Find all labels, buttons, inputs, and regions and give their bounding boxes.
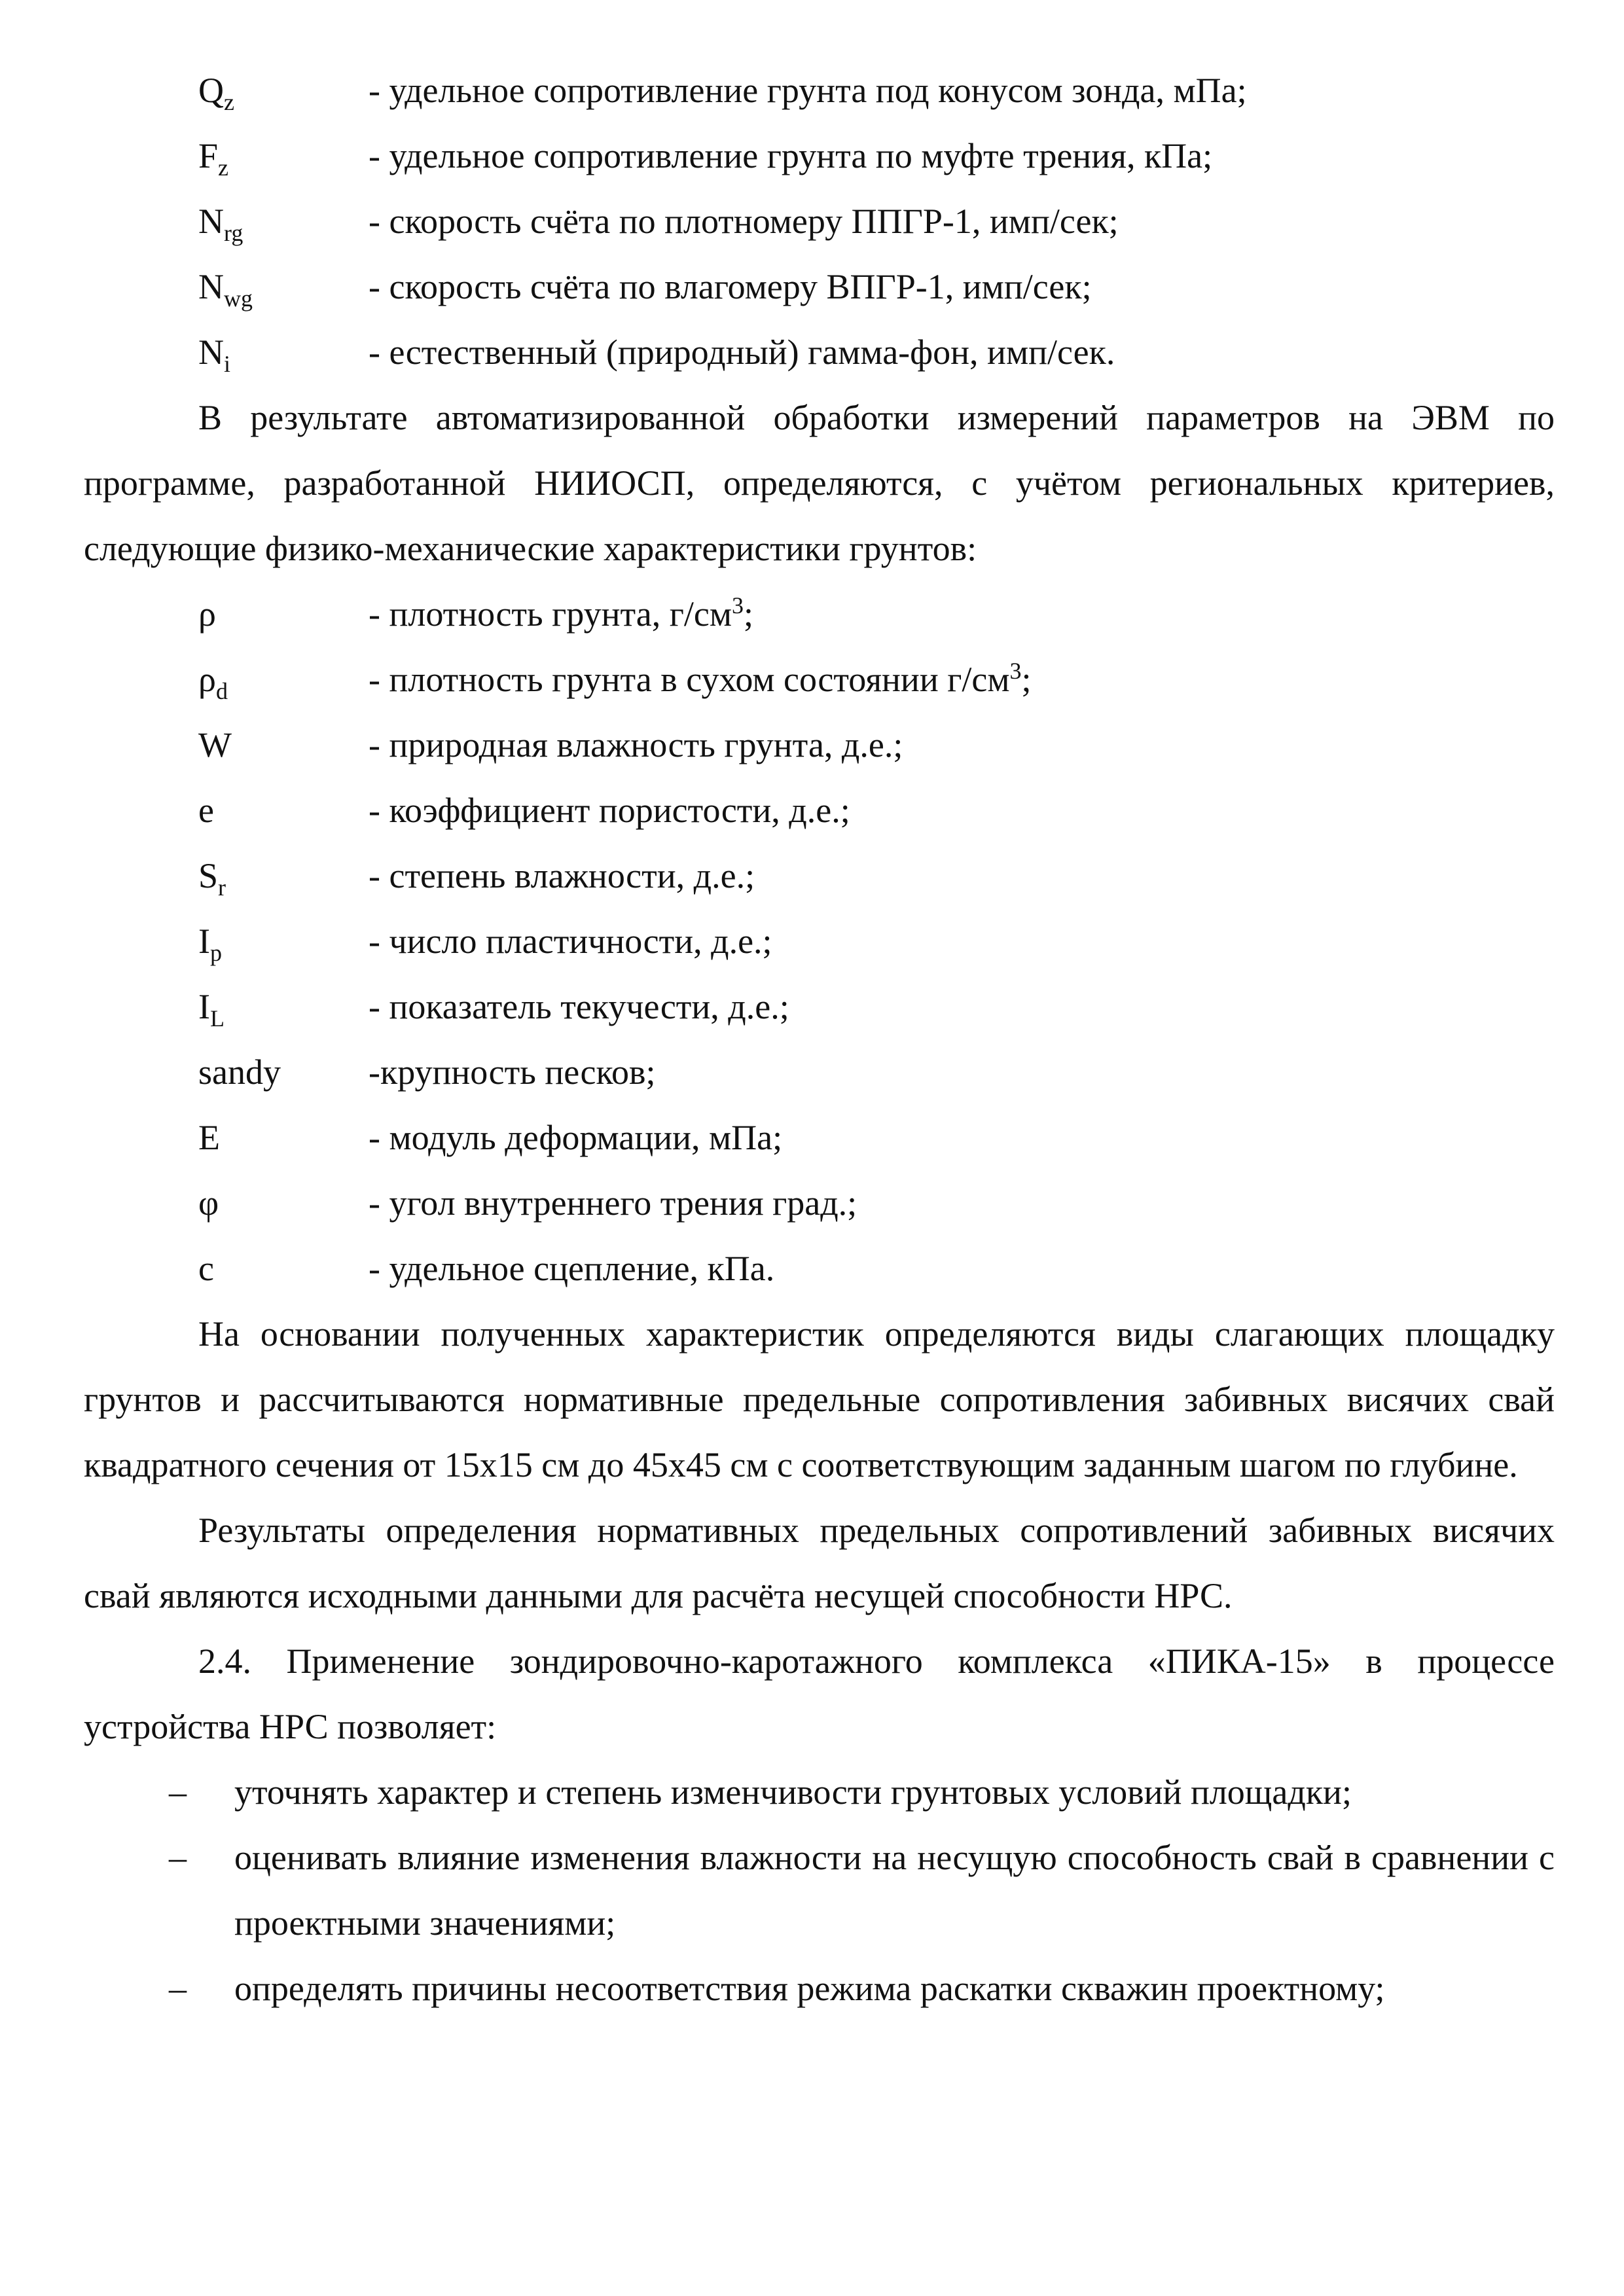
symbol-subscript: wg: [224, 285, 253, 312]
definition-description: [369, 319, 1555, 385]
symbol-letter: S: [198, 856, 219, 895]
definition-symbol: [198, 778, 369, 843]
symbol-letter: I: [198, 922, 210, 961]
symbol-subscript: d: [215, 677, 228, 704]
description-tail: ;: [1021, 660, 1032, 699]
symbol-subscript: rg: [224, 219, 244, 246]
definition-row: [198, 1236, 1555, 1301]
definition-row: [198, 647, 1555, 712]
definition-row: [198, 712, 1555, 778]
symbol-letter: I: [198, 987, 210, 1026]
definition-description: [369, 1105, 1555, 1170]
definition-row: [198, 254, 1555, 319]
definition-description: [369, 123, 1555, 188]
definition-row: [198, 1170, 1555, 1236]
definition-symbol: [198, 581, 369, 647]
symbol-subscript: z: [224, 88, 234, 115]
paragraph-processing: В результате автоматизированной обработки измерений параметров на ЭВМ по программе, разработанной НИИОСП, определяются, с учётом региональных критериев, следующие физико-механические характеристики грунтов:: [84, 398, 1555, 568]
symbol-letter: N: [198, 267, 224, 306]
capabilities-list: [84, 1759, 1555, 2021]
symbol-letter: ρ: [198, 594, 216, 634]
paragraph-results: Результаты определения нормативных предельных сопротивлений забивных висячих свай являются исходными данными для расчёта несущей способности НРС.: [84, 1511, 1555, 1615]
symbol-letter: ρ: [198, 660, 216, 699]
definition-symbol: [198, 58, 369, 123]
definition-symbol: [198, 974, 369, 1039]
symbol-subscript: i: [224, 350, 231, 377]
unit-superscript: 3: [1009, 658, 1022, 684]
definition-description: [369, 908, 1555, 974]
definition-description: [369, 58, 1555, 123]
dash-marker: –: [169, 1969, 187, 2008]
symbol-letter: W: [198, 725, 232, 764]
definition-description: [369, 1236, 1555, 1301]
dash-marker: –: [169, 1772, 187, 1812]
definition-description: [369, 778, 1555, 843]
definition-description: [369, 647, 1555, 712]
description-text: - удельное сопротивление грунта под конусом зонда, мПа;: [369, 71, 1247, 110]
description-text: - угол внутреннего трения град.;: [369, 1183, 857, 1223]
soil-characteristics-definitions: [198, 581, 1555, 1301]
list-item: [84, 1825, 1555, 1956]
description-text: - число пластичности, д.е.;: [369, 922, 772, 961]
definition-row: [198, 581, 1555, 647]
definition-row: [198, 1105, 1555, 1170]
definition-description: [369, 581, 1555, 647]
description-text: - плотность грунта в сухом состоянии г/см: [369, 660, 1010, 699]
list-item: [84, 1956, 1555, 2021]
definition-symbol: [198, 319, 369, 385]
unit-superscript: 3: [732, 592, 744, 619]
symbol-letter: c: [198, 1249, 214, 1288]
definition-description: [369, 1170, 1555, 1236]
description-tail: ;: [744, 594, 754, 634]
definition-symbol: [198, 1236, 369, 1301]
symbol-letter: φ: [198, 1183, 219, 1223]
list-item-text: определять причины несоответствия режима раскатки скважин проектному;: [234, 1969, 1385, 2008]
definition-symbol: [198, 254, 369, 319]
definition-description: [369, 974, 1555, 1039]
symbol-letter: E: [198, 1118, 220, 1157]
symbol-letter: N: [198, 332, 224, 372]
description-text: - удельное сцепление, кПа.: [369, 1249, 775, 1288]
definition-row: [198, 58, 1555, 123]
measurement-definitions: [198, 58, 1555, 385]
symbol-subscript: L: [209, 1005, 225, 1031]
symbol-letter: F: [198, 136, 219, 175]
definition-description: [369, 1039, 1555, 1105]
definition-symbol: [198, 188, 369, 254]
section-2-4-intro: 2.4. Применение зондировочно-каротажного комплекса «ПИКА-15» в процессе устройства НРС позволяет:: [84, 1641, 1555, 1746]
definition-symbol: [198, 1105, 369, 1170]
definition-row: [198, 123, 1555, 188]
symbol-letter: sandy: [198, 1052, 281, 1092]
description-text: - плотность грунта, г/см: [369, 594, 732, 634]
definition-row: [198, 974, 1555, 1039]
symbol-letter: Q: [198, 71, 224, 110]
definition-description: [369, 254, 1555, 319]
description-text: -крупность песков;: [369, 1052, 656, 1092]
definition-symbol: [198, 1170, 369, 1236]
definition-description: [369, 843, 1555, 908]
list-item-text: уточнять характер и степень изменчивости грунтовых условий площадки;: [234, 1772, 1352, 1812]
definition-row: [198, 908, 1555, 974]
description-text: - удельное сопротивление грунта по муфте трения, кПа;: [369, 136, 1213, 175]
description-text: - скорость счёта по влагомеру ВПГР-1, имп/сек;: [369, 267, 1092, 306]
description-text: - скорость счёта по плотномеру ППГР-1, имп/сек;: [369, 202, 1119, 241]
description-text: - степень влажности, д.е.;: [369, 856, 755, 895]
dash-marker: –: [169, 1838, 187, 1877]
definition-symbol: [198, 712, 369, 778]
definition-symbol: [198, 123, 369, 188]
description-text: - показатель текучести, д.е.;: [369, 987, 789, 1026]
definition-description: [369, 712, 1555, 778]
definition-symbol: [198, 908, 369, 974]
description-text: - природная влажность грунта, д.е.;: [369, 725, 903, 764]
definition-row: [198, 1039, 1555, 1105]
description-text: - коэффициент пористости, д.е.;: [369, 791, 850, 830]
list-item-text: оценивать влияние изменения влажности на несущую способность свай в сравнении с проектными значениями;: [234, 1838, 1555, 1943]
symbol-letter: N: [198, 202, 224, 241]
description-text: - модуль деформации, мПа;: [369, 1118, 783, 1157]
definition-symbol: [198, 647, 369, 712]
symbol-subscript: p: [209, 939, 222, 966]
definition-row: [198, 188, 1555, 254]
symbol-letter: e: [198, 791, 214, 830]
list-item: [84, 1759, 1555, 1825]
definition-description: [369, 188, 1555, 254]
definition-row: [198, 843, 1555, 908]
definition-row: [198, 319, 1555, 385]
definition-symbol: [198, 1039, 369, 1105]
definition-symbol: [198, 843, 369, 908]
description-text: - естественный (природный) гамма-фон, имп/сек.: [369, 332, 1115, 372]
definition-row: [198, 778, 1555, 843]
symbol-subscript: r: [218, 874, 226, 901]
symbol-subscript: z: [218, 154, 229, 181]
paragraph-soil-types: На основании полученных характеристик определяются виды слагающих площадку грунтов и рассчитываются нормативные предельные сопротивления забивных висячих свай квадратного сечения от 15х15 см до 45х45 см с соответствующим заданным шагом по глубине.: [84, 1314, 1555, 1484]
